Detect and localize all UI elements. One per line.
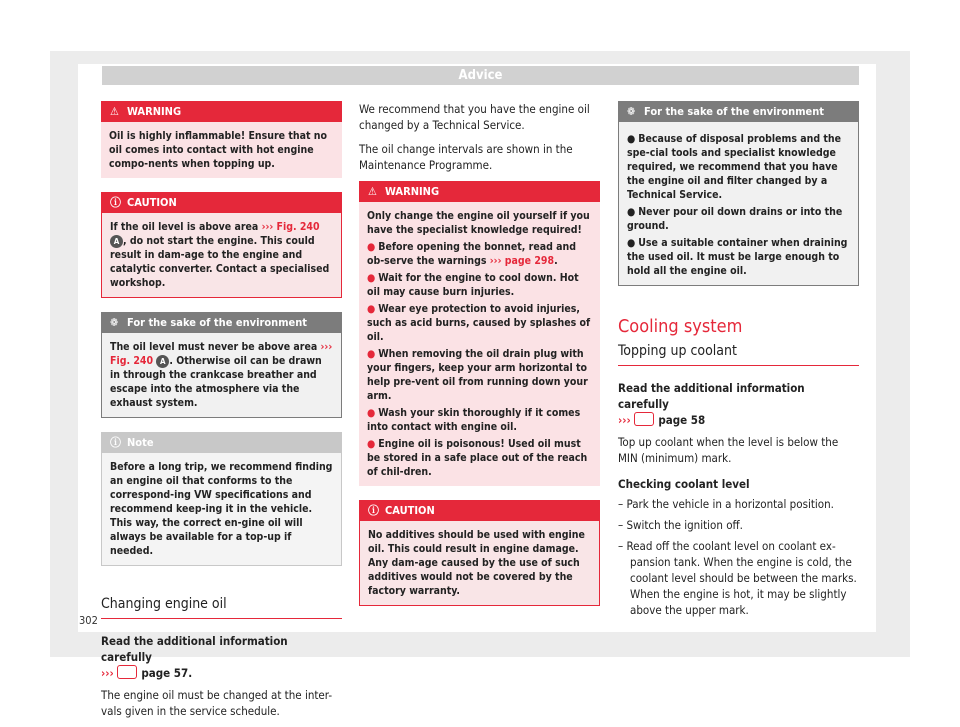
caution-circle-icon: ⓘ xyxy=(368,504,379,517)
caution-circle-icon: ⓘ xyxy=(110,196,121,209)
leaf-icon: ❁ xyxy=(110,316,119,329)
list-item: ● Before opening the bonnet, read and ob-serve the warnings ››› page 298. xyxy=(367,241,577,267)
page-link[interactable]: page 58 xyxy=(658,413,706,427)
warning-triangle-icon: ⚠ xyxy=(110,105,119,118)
book-icon xyxy=(634,412,654,426)
list-item: ● Wait for the engine to cool down. Hot oil may cause burn injuries. xyxy=(367,272,579,298)
paragraph: The engine oil must be changed at the inter-vals given in the service schedule. xyxy=(101,688,333,718)
book-icon xyxy=(117,665,137,679)
note-box: ⓘ Note Before a long trip, we recommend finding an engine oil that conforms to the correspond-ing VW specifications and recommend keep-ing it in the vehicle. This way, the correct en-gine oil will always be available for a top-up if needed. xyxy=(101,432,342,566)
list-item: – Switch the ignition off. xyxy=(618,518,743,532)
caution-box: ⓘ CAUTION If the oil level is above area ››› Fig. 240 A , do not start the engine. This could result in dam-age to the engine and catalytic converter. Contact a specialised workshop. xyxy=(101,192,342,298)
page-number: 302 xyxy=(79,614,98,627)
chapter-heading: Cooling system xyxy=(618,316,743,337)
list-item: – Read off the coolant level on coolant ex-pansion tank. When the engine is cold, the coolant level should be between the marks. When the engine is hot, it may be slightly above the upper mark. xyxy=(618,539,857,617)
list-item: ● Wear eye protection to avoid injuries, such as acid burns, caused by splashes of oil. xyxy=(367,303,591,343)
warning-box: ⚠ WARNING Only change the engine oil yourself if you have the specialist knowledge required! ● Before opening the bonnet, read and ob-serve the warnings ››› page 298. ● Wait for the engine to cool down. Hot oil may cause burn injuries. ● Wear eye protection to avoid injuries, such as acid burns, caused by splashes of oil. ● When removing the oil drain plug with your fingers, keep your arm horizontal to help pre-vent oil from running down your arm. ● Wash your skin thoroughly if it comes into contact with engine oil. ● Engine oil is poisonous! Used oil must be stored in a safe place out of the reach of chil-dren. xyxy=(359,181,600,486)
paragraph: Top up coolant when the level is below the MIN (minimum) mark. xyxy=(618,435,839,465)
list-item: ● When removing the oil drain plug with your fingers, keep your arm horizontal to help pre-vent oil from running down your arm. xyxy=(367,348,588,402)
figure-link[interactable]: ››› Fig. 240 xyxy=(110,341,333,367)
list-item: – Park the vehicle in a horizontal position. xyxy=(618,497,834,511)
area-badge: A xyxy=(156,355,169,368)
environment-box: ❁ For the sake of the environment The oil level must never be above area ››› Fig. 240 A . Otherwise oil can be drawn in through the crankcase breather and escape into the atmosphere via the exhaust system. xyxy=(101,312,342,418)
page-link[interactable]: ››› page 298 xyxy=(489,255,555,267)
leaf-icon: ❁ xyxy=(627,105,636,118)
column-3 xyxy=(618,101,859,623)
figure-link[interactable]: ››› Fig. 240 xyxy=(261,221,320,233)
subheading: Checking coolant level xyxy=(618,477,750,491)
info-icon: ⓘ xyxy=(110,436,121,449)
section-heading: Changing engine oil xyxy=(101,596,342,619)
paragraph: We recommend that you have the engine oil changed by a Technical Service. xyxy=(359,102,590,132)
caution-box: ⓘ CAUTION No additives should be used with engine oil. This could result in engine damage. Any dam-age caused by the use of such additives would not be covered by the factory warranty. xyxy=(359,500,600,606)
page-header: Advice xyxy=(102,66,859,85)
warning-box: ⚠ WARNING Oil is highly inflammable! Ensure that no oil comes into contact with hot engine compo-nents when topping up. xyxy=(101,101,342,178)
read-more-text: Read the additional information carefully ››› page 58 xyxy=(618,381,805,427)
list-item: ● Use a suitable container when draining the used oil. It must be large enough to hold all the engine oil. xyxy=(627,237,848,277)
page-link[interactable]: page 57 xyxy=(141,666,189,680)
list-item: ● Never pour oil down drains or into the ground. xyxy=(627,206,843,232)
list-item: ● Wash your skin thoroughly if it comes into contact with engine oil. xyxy=(367,407,581,433)
warning-triangle-icon: ⚠ xyxy=(368,185,377,198)
paragraph: The oil change intervals are shown in the Maintenance Programme. xyxy=(359,142,573,172)
list-item: ● Engine oil is poisonous! Used oil must be stored in a safe place out of the reach of chil-dren. xyxy=(367,438,588,478)
column-2 xyxy=(359,101,600,620)
environment-box: ❁ For the sake of the environment ● Because of disposal problems and the spe-cial tools and specialist knowledge required, we recommend that you have the engine oil and filter changed by a Technical Service. ● Never pour oil down drains or into the ground. ● Use a suitable container when draining the used oil. It must be large enough to hold all the engine oil. xyxy=(618,101,859,286)
read-more-text: Read the additional information carefully ››› page 57. xyxy=(101,634,288,680)
section-heading: Topping up coolant xyxy=(618,343,859,366)
column-1 xyxy=(101,101,342,727)
list-item: ● Because of disposal problems and the spe-cial tools and specialist knowledge required, we recommend that you have the engine oil and filter changed by a Technical Service. xyxy=(627,133,842,201)
area-badge: A xyxy=(110,235,123,248)
